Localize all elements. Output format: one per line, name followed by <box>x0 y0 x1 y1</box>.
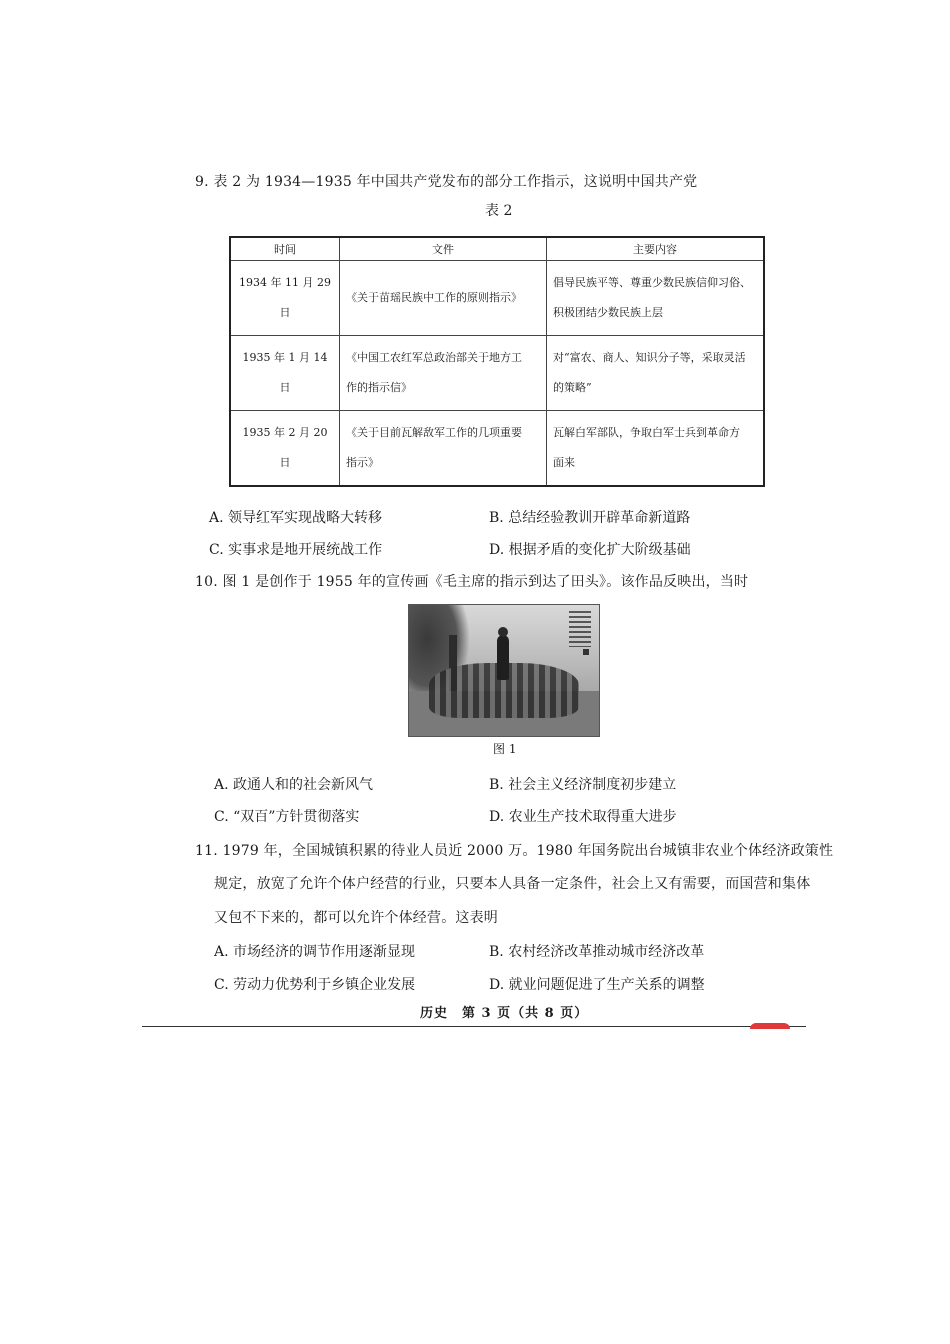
header-content: 主要内容 <box>547 237 765 261</box>
doc-line: 《关于目前瓦解敌军工作的几项重要 <box>346 426 522 439</box>
doc-line: 作的指示信》 <box>346 381 412 394</box>
table-header-row <box>230 237 764 261</box>
header-document: 文件 <box>340 237 547 261</box>
q9-option-b[interactable]: B. 总结经验教训开辟革命新道路 <box>489 510 691 526</box>
content-line: 的策略” <box>553 381 592 394</box>
calligraphy-inscription <box>569 611 591 647</box>
table-row <box>230 411 764 487</box>
speaker-figure-shape <box>497 635 509 680</box>
content-line: 瓦解白军部队，争取白军士兵到革命方 <box>553 426 740 439</box>
cell-date: 1935 年 1 月 14 日 <box>230 336 340 411</box>
q9-stem: 9. 表 2 为 1934—1935 年中国共产党发布的部分工作指示，这说明中国共产党 <box>195 174 698 190</box>
artist-seal <box>583 649 589 655</box>
q11-stem-line-3: 又包不下来的，都可以允许个体经营。这表明 <box>214 910 498 926</box>
footer-divider <box>142 1026 806 1027</box>
q10-option-c[interactable]: C. “双百”方针贯彻落实 <box>214 809 360 825</box>
q11-option-d[interactable]: D. 就业问题促进了生产关系的调整 <box>489 977 705 993</box>
doc-line: 《中国工农红军总政治部关于地方工 <box>346 351 522 364</box>
content-line: 倡导民族平等、尊重少数民族信仰习俗、 <box>553 276 751 289</box>
content-line: 积极团结少数民族上层 <box>553 306 663 319</box>
cell-content <box>547 411 765 487</box>
cell-document <box>340 411 547 487</box>
q11-stem-line-1: 11. 1979 年，全国城镇积累的待业人员近 2000 万。1980 年国务院出台城镇非农业个体经济政策性 <box>195 843 834 859</box>
q11-option-a[interactable]: A. 市场经济的调节作用逐渐显现 <box>214 944 416 960</box>
doc-line: 《关于苗瑶民族中工作的原则指示》 <box>346 291 522 304</box>
q11-stem-line-2: 规定，放宽了允许个体户经营的行业，只要本人具备一定条件，社会上又有需要，而国营和集体 <box>214 876 811 892</box>
table-row <box>230 261 764 336</box>
q9-option-d[interactable]: D. 根据矛盾的变化扩大阶级基础 <box>489 542 691 558</box>
cell-date: 1934 年 11 月 29 日 <box>230 261 340 336</box>
q10-option-a[interactable]: A. 政通人和的社会新风气 <box>214 777 374 793</box>
cell-document <box>340 261 547 336</box>
page-footer: 历史 第 3 页（共 8 页） <box>420 1006 589 1021</box>
cell-content <box>547 261 765 336</box>
speaker-head-shape <box>498 627 508 637</box>
q9-option-a[interactable]: A. 领导红军实现战略大转移 <box>209 510 383 526</box>
table-2 <box>229 236 765 487</box>
table-row <box>230 336 764 411</box>
q10-stem: 10. 图 1 是创作于 1955 年的宣传画《毛主席的指示到达了田头》。该作品反映出，当时 <box>195 574 749 590</box>
q9-option-c[interactable]: C. 实事求是地开展统战工作 <box>209 542 383 558</box>
cell-document <box>340 336 547 411</box>
figure-caption: 图 1 <box>493 742 517 756</box>
q11-option-b[interactable]: B. 农村经济改革推动城市经济改革 <box>489 944 705 960</box>
doc-line: 指示》 <box>346 456 379 469</box>
q10-option-b[interactable]: B. 社会主义经济制度初步建立 <box>489 777 677 793</box>
red-mark-decoration <box>750 1023 790 1029</box>
propaganda-painting-image <box>408 604 600 737</box>
q11-option-c[interactable]: C. 劳动力优势利于乡镇企业发展 <box>214 977 416 993</box>
content-line: 对“富农、商人、知识分子等，采取灵活 <box>553 351 746 364</box>
q10-option-d[interactable]: D. 农业生产技术取得重大进步 <box>489 809 677 825</box>
table-caption: 表 2 <box>485 203 513 219</box>
cell-content <box>547 336 765 411</box>
content-line: 面来 <box>553 456 575 469</box>
header-time: 时间 <box>230 237 340 261</box>
cell-date: 1935 年 2 月 20 日 <box>230 411 340 487</box>
